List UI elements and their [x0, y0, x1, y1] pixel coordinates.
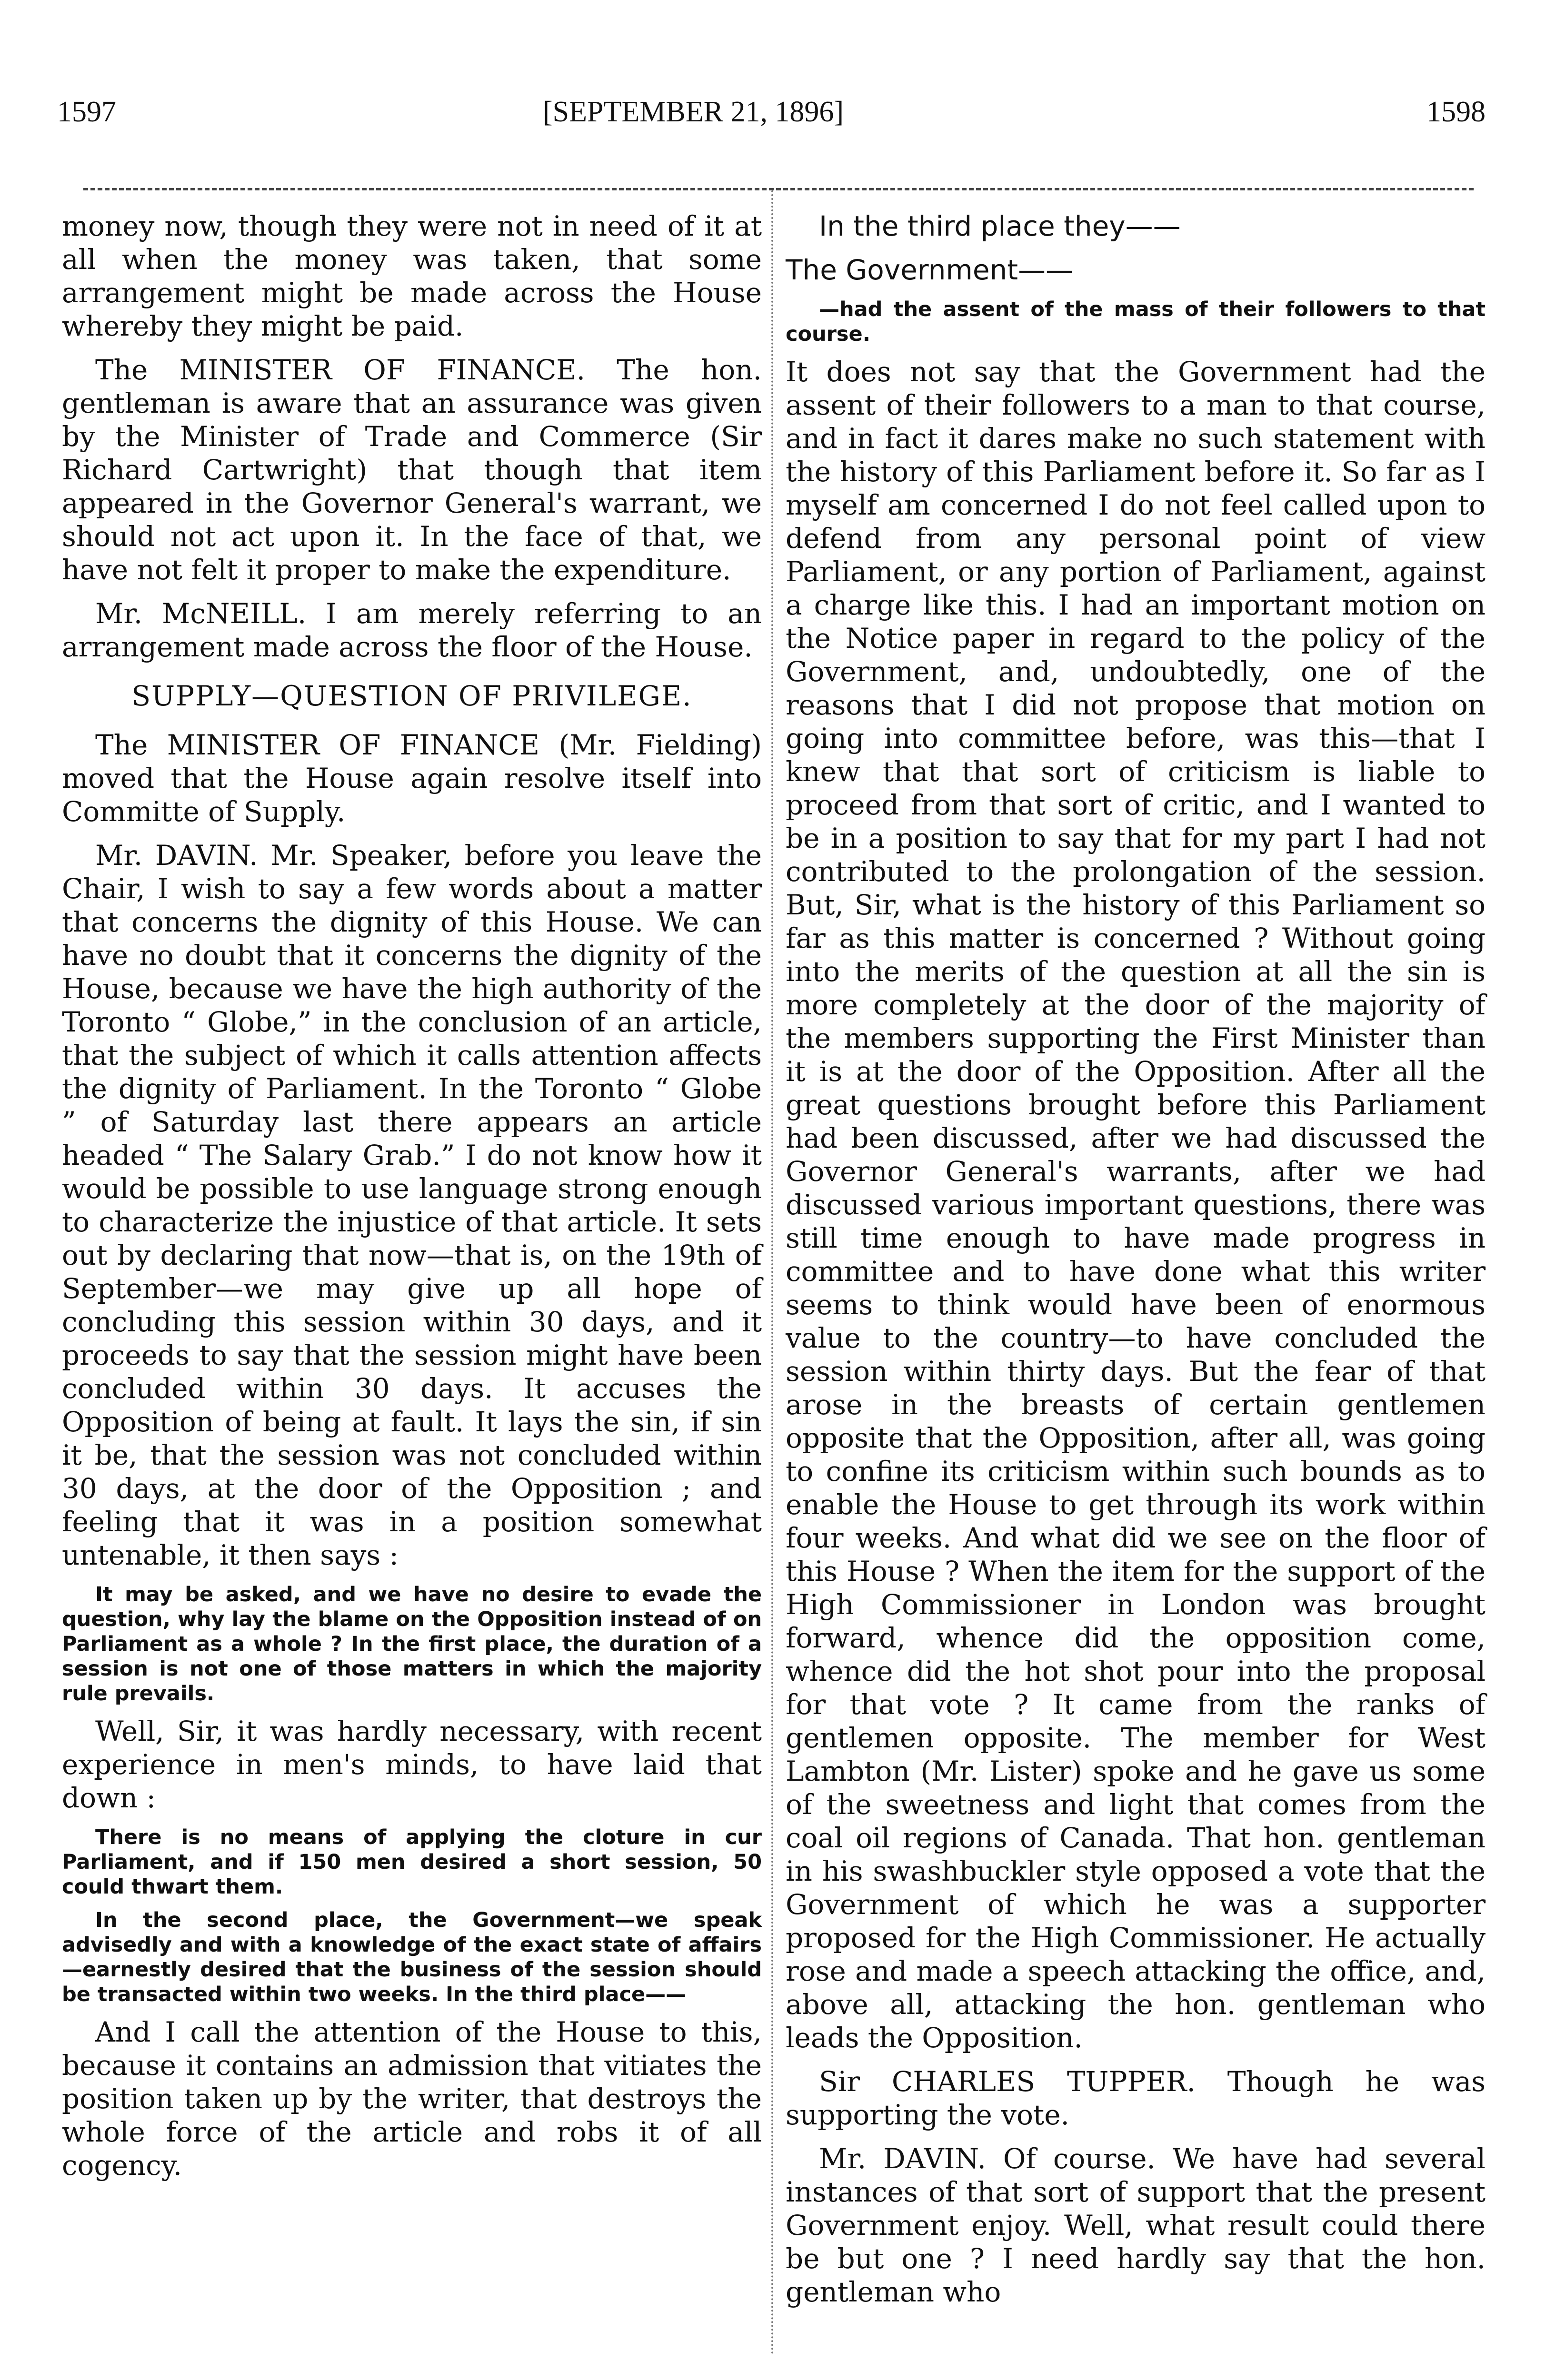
right-page-number: 1598	[1426, 96, 1486, 128]
section-heading: SUPPLY—QUESTION OF PRIVILEGE.	[131, 680, 692, 712]
paragraph: The MINISTER OF FINANCE (Mr. Fielding) moved that the House again resolve itself into Committe of Supply.	[62, 729, 762, 828]
paragraph: It does not say that the Government had the assent of their followers to a man to that course, and in fact it dares make no such statement with the history of this Parliament before it. So far as I myself am concerned I do not feel called upon to defend from any personal point of view Parliament, or any portion of Parliament, against a charge like this. I had an important motion on the Notice paper in regard to the policy of the Government, and, undoubtedly, one of the reasons that I did not propose that motion on going into committee before, was this—that I knew that that sort of criticism is liable to proceed from that sort of critic, and I wanted to be in a position to say that for my part I had not contributed to the prolongation of the session. But, Sir, what is the history of this Parliament so far as this matter is concerned ? Without going into the merits of the question at all the sin is more completely at the door of the majority of the members supporting the First Minister than it is at the door of the Opposition. After all the great questions brought before this Parliament had been discussed, after we had discussed the Governor General's warrants, after we had discussed various important questions, there was still time enough to have made progress in committee and to have done what this writer seems to think would have been of enormous value to the country—to have concluded the session within thirty days. But the fear of that arose in the breasts of certain gentlemen opposite that the Opposition, after all, was going to confine its criticism within such bounds as to enable the House to get through its work within four weeks. And what did we see on the floor of this House ? When the item for the support of the High Commissioner in London was brought forward, whence did the opposition come, whence did the hot shot pour into the proposal for that vote ? It came from the ranks of gentlemen opposite. The member for West Lambton (Mr. Lister) spoke and he gave us some of the sweetness and light that comes from the coal oil regions of Canada. That hon. gentleman in his swashbuckler style opposed a vote that the Government of which he was a supporter proposed for the High Commissioner. He actually rose and made a speech attacking the office, and, above all, attacking the hon. gentleman who leads the Opposition.	[786, 356, 1486, 2054]
paragraph: Mr. DAVIN. Mr. Speaker, before you leave the Chair, I wish to say a few words about a matter that concerns the dignity of this House. We can have no doubt that it concerns the dignity of the House, because we have the high authority of the Toronto “ Globe,” in the conclusion of an article, that the subject of which it calls attention affects the dignity of Parliament. In the Toronto “ Globe ” of Saturday last there appears an article headed “ The Salary Grab.” I do not know how it would be possible to use language strong enough to characterize the injustice of that article. It sets out by declaring that now—that is, on the 19th of September—we may give up all hope of concluding this session within 30 days, and it proceeds to say that the session might have been concluded within 30 days. It accuses the Opposition of being at fault. It lays the sin, if sin it be, that the session was not concluded within 30 days, at the door of the Opposition ; and feeling that it was in a position somewhat untenable, it then says :	[62, 839, 762, 1571]
quotation: —had the assent of the mass of their followers to that course.	[786, 298, 1486, 346]
paragraph: Mr. DAVIN. Of course. We have had several instances of that sort of support that the present Government enjoy. Well, what result could there be but one ? I need hardly say that the hon. gentleman who	[786, 2142, 1486, 2308]
header-rule	[83, 188, 1474, 190]
paragraph: Mr. McNEILL. I am merely referring to an arrangement made across the floor of the House.	[62, 597, 762, 663]
quotation: In the second place, the Government—we speak advisedly and with a knowledge of the exact state of affairs—earnestly desired that the business of the session should be transacted within two weeks. In the third place——	[62, 1908, 762, 2006]
quotation: There is no means of applying the cloture in cur Parliament, and if 150 men desired a short session, 50 could thwart them.	[62, 1825, 762, 1899]
left-column	[62, 209, 762, 2192]
quotation: The Government——	[786, 254, 1074, 286]
paragraph: money now, though they were not in need of it at all when the money was taken, that some arrangement might be made across the House whereby they might be paid.	[62, 210, 762, 342]
paragraph: The MINISTER OF FINANCE. The hon. gentleman is aware that an assurance was given by the Minister of Trade and Commerce (Sir Richard Cartwright) that though that item appeared in the Governor General's warrant, we should not act upon it. In the face of that, we have not felt it proper to make the expenditure.	[62, 354, 762, 586]
paragraph: And I call the attention of the House to this, because it contains an admission that vitiates the position taken up by the writer, that destroys the whole force of the article and robs it of all cogency.	[62, 2016, 762, 2182]
right-column	[786, 209, 1486, 2319]
paragraph: Well, Sir, it was hardly necessary, with recent experience in men's minds, to have laid that down :	[62, 1715, 762, 1814]
quotation: In the third place they——	[819, 210, 1181, 242]
paragraph: Sir CHARLES TUPPER. Though he was supporting the vote.	[786, 2065, 1486, 2131]
page-header	[57, 95, 1486, 148]
quotation: It may be asked, and we have no desire to evade the question, why lay the blame on the Opposition instead of on Parliament as a whole ? In the first place, the duration of a session is not one of those matters in which the majority rule prevails.	[62, 1583, 762, 1706]
header-date: [SEPTEMBER 21, 1896]	[543, 96, 844, 128]
left-page-number: 1597	[57, 96, 116, 128]
column-divider	[771, 190, 773, 2356]
